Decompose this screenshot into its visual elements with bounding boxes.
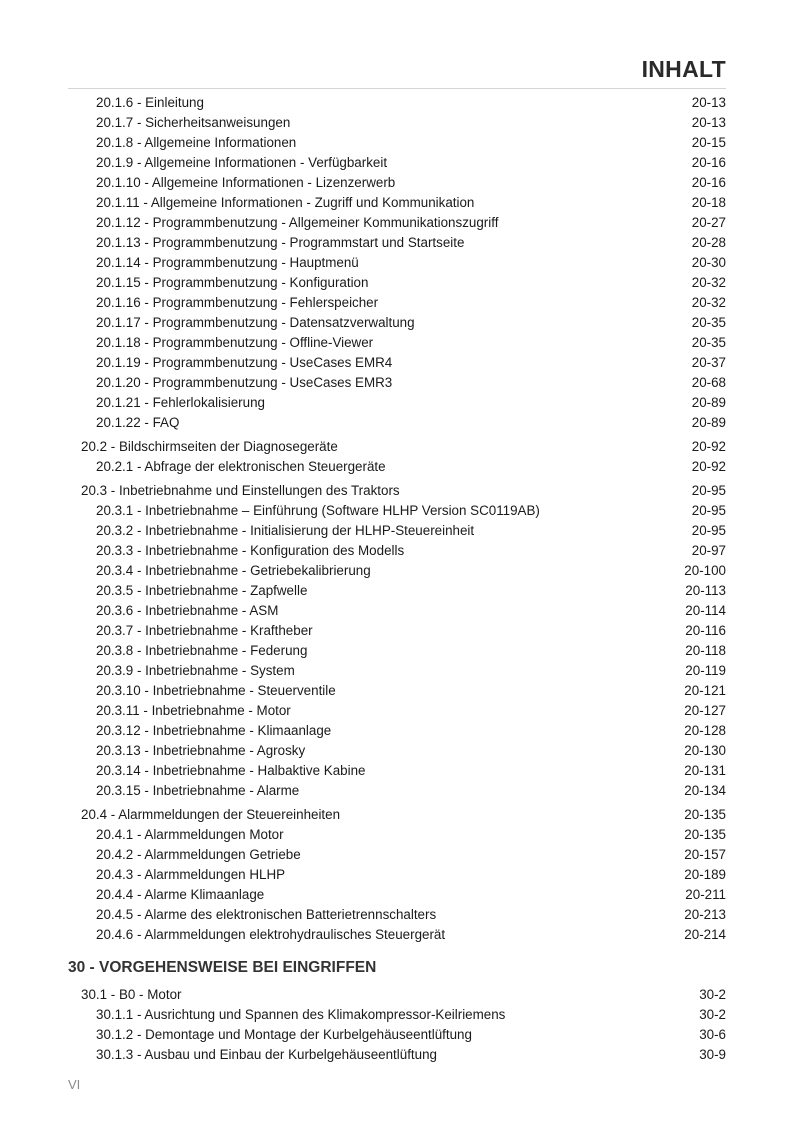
toc-entry-title: 20.1.16 - Programmbenutzung - Fehlerspeicher [96, 295, 379, 310]
toc-entry-page: 20-114 [685, 603, 726, 618]
toc-entry-title: 20.3.2 - Inbetriebnahme - Initialisierung der HLHP-Steuereinheit [96, 523, 475, 538]
toc-entry-page: 20-35 [691, 335, 726, 350]
toc-subsection-entry[interactable] [0, 373, 794, 393]
toc-entry-title: 20.4 - Alarmmeldungen der Steuereinheiten [81, 807, 341, 822]
toc-entry-title: 20.1.19 - Programmbenutzung - UseCases EMR4 [96, 355, 393, 370]
toc-entry-title: 20.3.4 - Inbetriebnahme - Getriebekalibrierung [96, 563, 371, 578]
toc-entry-title: 20.3.14 - Inbetriebnahme - Halbaktive Kabine [96, 763, 366, 778]
toc-entry-title: 20.3 - Inbetriebnahme und Einstellungen des Traktors [81, 483, 400, 498]
toc-entry-page: 20-35 [691, 315, 726, 330]
toc-entry-page: 20-135 [684, 807, 726, 822]
toc-entry-title: 20.1.20 - Programmbenutzung - UseCases EMR3 [96, 375, 393, 390]
toc-entry-page: 30-2 [699, 1007, 726, 1022]
toc-section-entry[interactable] [0, 805, 794, 825]
toc-entry-page: 20-95 [691, 523, 726, 538]
toc-subsection-entry[interactable] [0, 293, 794, 313]
toc-subsection-entry[interactable] [0, 845, 794, 865]
toc-entry-title: 20.1.15 - Programmbenutzung - Konfiguration [96, 275, 369, 290]
toc-entry-title: 20.3.12 - Inbetriebnahme - Klimaanlage [96, 723, 332, 738]
toc-chapter-entry[interactable] [0, 955, 794, 981]
toc-subsection-entry[interactable] [0, 93, 794, 113]
toc-entry-page: 20-95 [691, 483, 726, 498]
toc-entry-page: 20-28 [691, 235, 726, 250]
toc-subsection-entry[interactable] [0, 701, 794, 721]
page-title: INHALT [641, 56, 726, 82]
toc-entry-page: 20-16 [691, 155, 726, 170]
toc-subsection-entry[interactable] [0, 781, 794, 801]
toc-subsection-entry[interactable] [0, 681, 794, 701]
toc-entry-page: 20-131 [684, 763, 726, 778]
toc-entry-title: 20.1.7 - Sicherheitsanweisungen [96, 115, 291, 130]
toc-subsection-entry[interactable] [0, 561, 794, 581]
toc-entry-page: 30-2 [699, 987, 726, 1002]
toc-subsection-entry[interactable] [0, 885, 794, 905]
toc-entry-title: 30.1.3 - Ausbau und Einbau der Kurbelgehäuseentlüftung [96, 1047, 437, 1062]
toc-subsection-entry[interactable] [0, 521, 794, 541]
toc-subsection-entry[interactable] [0, 761, 794, 781]
toc-entry-page: 20-213 [684, 907, 726, 922]
toc-entry-title: 20.1.17 - Programmbenutzung - Datensatzverwaltung [96, 315, 415, 330]
toc-section-entry[interactable] [0, 985, 794, 1005]
toc-entry-page: 20-211 [685, 887, 726, 902]
toc-entry-title: 20.3.8 - Inbetriebnahme - Federung [96, 643, 308, 658]
toc-entry-title: 20.3.13 - Inbetriebnahme - Agrosky [96, 743, 306, 758]
toc-entry-page: 20-214 [684, 927, 726, 942]
toc-entry-title: 20.3.5 - Inbetriebnahme - Zapfwelle [96, 583, 308, 598]
toc-entry-page: 20-92 [691, 459, 726, 474]
toc-entry-page: 20-13 [691, 115, 726, 130]
toc-entry-title: 30.1.2 - Demontage und Montage der Kurbelgehäuseentlüftung [96, 1027, 472, 1042]
toc-entry-page: 20-32 [691, 295, 726, 310]
table-of-contents [0, 93, 794, 1065]
toc-subsection-entry[interactable] [0, 581, 794, 601]
toc-subsection-entry[interactable] [0, 721, 794, 741]
toc-subsection-entry[interactable] [0, 273, 794, 293]
toc-subsection-entry[interactable] [0, 621, 794, 641]
toc-subsection-entry[interactable] [0, 457, 794, 477]
toc-entry-title: 20.4.1 - Alarmmeldungen Motor [96, 827, 284, 842]
toc-entry-title: 20.2 - Bildschirmseiten der Diagnosegeräte [81, 439, 338, 454]
toc-entry-title: 20.1.6 - Einleitung [96, 95, 204, 110]
toc-entry-title: 20.3.1 - Inbetriebnahme – Einführung (Software HLHP Version SC0119AB) [96, 503, 540, 518]
toc-subsection-entry[interactable] [0, 641, 794, 661]
toc-entry-title: 20.4.6 - Alarmmeldungen elektrohydraulisches Steuergerät [96, 927, 446, 942]
toc-entry-page: 20-121 [684, 683, 726, 698]
toc-entry-page: 30-9 [699, 1047, 726, 1062]
toc-entry-page: 20-97 [691, 543, 726, 558]
toc-entry-title: 30.1.1 - Ausrichtung und Spannen des Klimakompressor-Keilriemens [96, 1007, 506, 1022]
toc-subsection-entry[interactable] [0, 253, 794, 273]
toc-subsection-entry[interactable] [0, 1025, 794, 1045]
toc-entry-title: 20.1.9 - Allgemeine Informationen - Verfügbarkeit [96, 155, 388, 170]
toc-subsection-entry[interactable] [0, 825, 794, 845]
toc-entry-page: 20-89 [691, 415, 726, 430]
toc-entry-title: 20.3.11 - Inbetriebnahme - Motor [96, 703, 291, 718]
toc-entry-title: 20.3.3 - Inbetriebnahme - Konfiguration des Modells [96, 543, 405, 558]
toc-entry-page: 20-27 [691, 215, 726, 230]
header-divider [68, 88, 726, 89]
toc-subsection-entry[interactable] [0, 333, 794, 353]
toc-entry-page: 20-119 [685, 663, 726, 678]
toc-entry-page: 20-130 [684, 743, 726, 758]
toc-entry-page: 20-100 [684, 563, 726, 578]
toc-entry-page: 20-13 [691, 95, 726, 110]
toc-subsection-entry[interactable] [0, 501, 794, 521]
toc-subsection-entry[interactable] [0, 541, 794, 561]
toc-entry-page: 20-118 [685, 643, 726, 658]
toc-entry-title: 20.1.12 - Programmbenutzung - Allgemeiner Kommunikationszugriff [96, 215, 499, 230]
toc-section-entry[interactable] [0, 481, 794, 501]
toc-entry-page: 20-134 [684, 783, 726, 798]
toc-section-entry[interactable] [0, 437, 794, 457]
toc-entry-page: 20-189 [684, 867, 726, 882]
toc-entry-page: 20-18 [691, 195, 726, 210]
toc-entry-page: 20-116 [685, 623, 726, 638]
toc-entry-title: 20.1.10 - Allgemeine Informationen - Lizenzerwerb [96, 175, 396, 190]
toc-subsection-entry[interactable] [0, 661, 794, 681]
toc-subsection-entry[interactable] [0, 133, 794, 153]
toc-entry-title: 20.1.11 - Allgemeine Informationen - Zugriff und Kommunikation [96, 195, 475, 210]
toc-entry-title: 20.3.15 - Inbetriebnahme - Alarme [96, 783, 300, 798]
toc-entry-title: 20.1.21 - Fehlerlokalisierung [96, 395, 265, 410]
toc-entry-page: 20-113 [685, 583, 726, 598]
toc-subsection-entry[interactable] [0, 233, 794, 253]
toc-entry-title: 20.3.7 - Inbetriebnahme - Kraftheber [96, 623, 313, 638]
toc-entry-page: 30-6 [699, 1027, 726, 1042]
toc-entry-title: 20.1.14 - Programmbenutzung - Hauptmenü [96, 255, 359, 270]
toc-subsection-entry[interactable] [0, 865, 794, 885]
toc-entry-title: 20.1.18 - Programmbenutzung - Offline-Viewer [96, 335, 374, 350]
toc-entry-title: 20.4.4 - Alarme Klimaanlage [96, 887, 265, 902]
toc-subsection-entry[interactable] [0, 313, 794, 333]
toc-entry-title: 20.1.8 - Allgemeine Informationen [96, 135, 297, 150]
toc-entry-page: 20-37 [691, 355, 726, 370]
toc-entry-page: 20-92 [691, 439, 726, 454]
toc-entry-page: 20-157 [684, 847, 726, 862]
toc-subsection-entry[interactable] [0, 173, 794, 193]
toc-subsection-entry[interactable] [0, 1005, 794, 1025]
toc-subsection-entry[interactable] [0, 925, 794, 945]
toc-subsection-entry[interactable] [0, 413, 794, 433]
toc-entry-page: 20-16 [691, 175, 726, 190]
toc-entry-page: 20-95 [691, 503, 726, 518]
toc-entry-page: 20-127 [684, 703, 726, 718]
toc-subsection-entry[interactable] [0, 153, 794, 173]
toc-entry-title: 20.1.13 - Programmbenutzung - Programmstart und Startseite [96, 235, 465, 250]
toc-subsection-entry[interactable] [0, 353, 794, 373]
toc-entry-page: 20-135 [684, 827, 726, 842]
toc-subsection-entry[interactable] [0, 1045, 794, 1065]
toc-subsection-entry[interactable] [0, 193, 794, 213]
toc-entry-title: 20.4.2 - Alarmmeldungen Getriebe [96, 847, 301, 862]
toc-entry-title: 20.3.10 - Inbetriebnahme - Steuerventile [96, 683, 336, 698]
toc-entry-title: 20.2.1 - Abfrage der elektronischen Steuergeräte [96, 459, 386, 474]
toc-entry-title: 30.1 - B0 - Motor [81, 987, 182, 1002]
toc-entry-page: 20-15 [691, 135, 726, 150]
toc-entry-page: 20-89 [691, 395, 726, 410]
toc-subsection-entry[interactable] [0, 905, 794, 925]
toc-subsection-entry[interactable] [0, 393, 794, 413]
toc-entry-title: 20.3.9 - Inbetriebnahme - System [96, 663, 295, 678]
toc-entry-title: 20.3.6 - Inbetriebnahme - ASM [96, 603, 279, 618]
toc-entry-title: 30 - VORGEHENSWEISE BEI EINGRIFFEN [68, 959, 377, 976]
toc-entry-page: 20-68 [691, 375, 726, 390]
toc-entry-page: 20-32 [691, 275, 726, 290]
toc-subsection-entry[interactable] [0, 741, 794, 761]
toc-entry-page: 20-128 [684, 723, 726, 738]
toc-subsection-entry[interactable] [0, 113, 794, 133]
toc-subsection-entry[interactable] [0, 601, 794, 621]
toc-entry-title: 20.1.22 - FAQ [96, 415, 180, 430]
toc-entry-page: 20-30 [691, 255, 726, 270]
page-number: VI [68, 1077, 81, 1092]
toc-entry-title: 20.4.5 - Alarme des elektronischen Batterietrennschalters [96, 907, 437, 922]
toc-subsection-entry[interactable] [0, 213, 794, 233]
toc-entry-title: 20.4.3 - Alarmmeldungen HLHP [96, 867, 286, 882]
